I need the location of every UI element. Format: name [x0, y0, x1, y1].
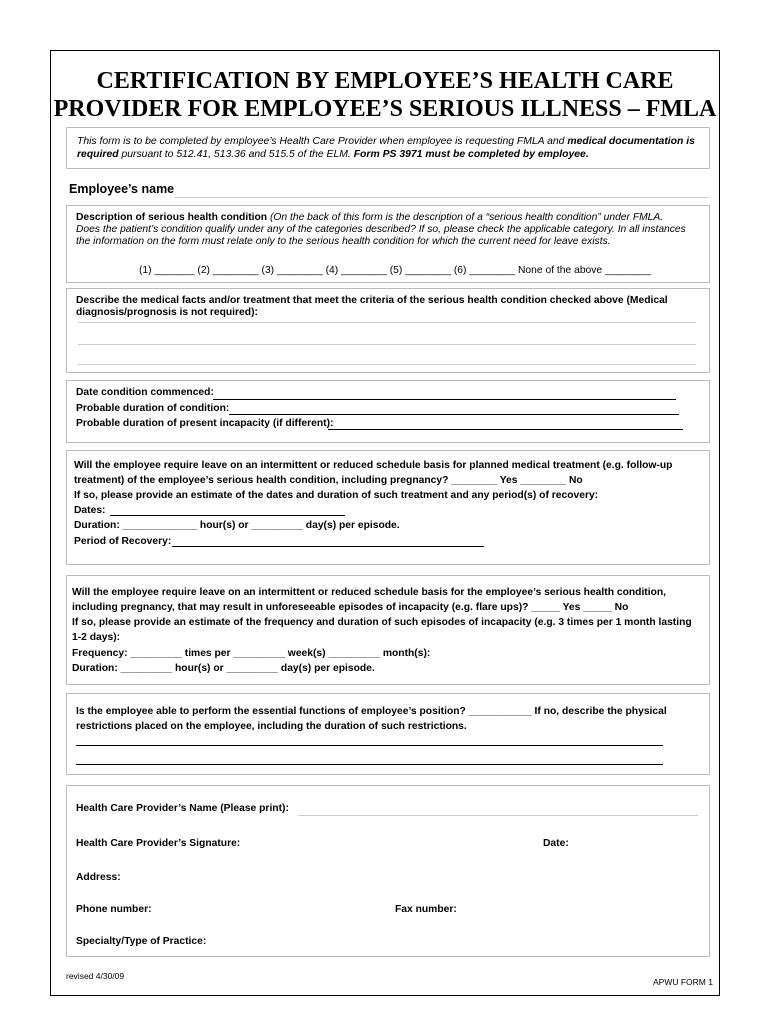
planned-line-2[interactable]: treatment) of the employee’s serious health condition, including pregnancy? ________ Yes ________ No: [74, 475, 583, 486]
planned-line-1: Will the employee require leave on an intermittent or reduced schedule basis for planned medical treatment (e.g. follow-up: [74, 460, 673, 471]
facts-line-1: Describe the medical facts and/or treatment that meet the criteria of the serious health condition checked above (Medical: [76, 295, 668, 306]
probable-duration-label: Probable duration of condition:: [76, 403, 230, 414]
provider-date-label: Date:: [543, 838, 569, 849]
functions-line-2: restrictions placed on the employee, including the duration of such restrictions.: [76, 721, 467, 732]
provider-phone-label: Phone number:: [76, 904, 152, 915]
condition-note-1: (On the back of this form is the description of a “serious health condition” under FMLA.: [267, 212, 664, 223]
planned-duration[interactable]: Duration: _____________ hour(s) or _________ day(s) per episode.: [74, 520, 400, 531]
planned-line-3: If so, please provide an estimate of the dates and duration of such treatment and any period(s) of recovery:: [74, 490, 599, 501]
unforeseeable-line-1: Will the employee require leave on an intermittent or reduced schedule basis for the employee’s serious health condition,: [72, 587, 667, 598]
provider-name-label: Health Care Provider’s Name (Please print):: [76, 803, 289, 814]
condition-note-3: the information on the form must relate only to the serious health condition for which the current need for leave exists.: [76, 236, 611, 247]
incapacity-duration-label: Probable duration of present incapacity (if different):: [76, 418, 334, 429]
facts-line-field-2[interactable]: [78, 344, 696, 345]
condition-line-1: [76, 212, 663, 223]
condition-categories[interactable]: (1) _______ (2) ________ (3) ________ (4) ________ (5) ________ (6) ________ None of the above ________: [139, 265, 651, 276]
provider-fax-label: Fax number:: [395, 904, 457, 915]
functions-line-1[interactable]: Is the employee able to perform the essential functions of employee’s position? ___________ If no, describe the physical: [76, 706, 667, 717]
intro-text-2: medical documentation is required: [77, 136, 695, 160]
form-title-line-2: PROVIDER FOR EMPLOYEE’S SERIOUS ILLNESS – FMLA: [53, 96, 717, 122]
condition-label: Description of serious health condition: [76, 212, 268, 223]
intro-text: [77, 135, 697, 161]
employee-name-field[interactable]: [175, 197, 709, 198]
restrictions-field-1[interactable]: [76, 745, 663, 746]
provider-address-label: Address:: [76, 872, 121, 883]
form-title-line-1: CERTIFICATION BY EMPLOYEE’S HEALTH CARE: [96, 68, 674, 94]
revised-date: revised 4/30/09: [66, 971, 125, 981]
intro-text-1: This form is to be completed by employee’s Health Care Provider when employee is requesting FMLA and: [77, 136, 568, 147]
incapacity-duration-field[interactable]: [328, 429, 683, 430]
provider-signature-label: Health Care Provider’s Signature:: [76, 838, 241, 849]
probable-duration-field[interactable]: [229, 414, 679, 415]
intro-box: [66, 127, 710, 169]
facts-line-field-1[interactable]: [78, 322, 696, 323]
condition-note-2: Does the patient’s condition qualify under any of the categories described? If so, please check the applicable category. In all instances: [76, 224, 686, 235]
date-commenced-label: Date condition commenced:: [76, 387, 214, 398]
planned-dates-field[interactable]: [110, 515, 345, 516]
employee-name-label: Employee’s name: [69, 182, 175, 196]
facts-line-2: diagnosis/prognosis is not required):: [76, 307, 258, 318]
planned-recovery-field[interactable]: [172, 546, 484, 547]
intro-text-3: pursuant to 512.41, 513.36 and 515.5 of the ELM.: [118, 149, 354, 160]
planned-dates-label: Dates:: [74, 505, 106, 516]
form-number: APWU FORM 1: [653, 977, 713, 987]
unforeseeable-frequency[interactable]: Frequency: _________ times per _________ week(s) _________ month(s):: [72, 648, 431, 659]
unforeseeable-line-3: If so, please provide an estimate of the frequency and duration of such episodes of incapacity (e.g. 3 times per 1 month lasting: [72, 617, 692, 628]
restrictions-field-2[interactable]: [76, 764, 663, 765]
planned-recovery-label: Period of Recovery:: [74, 536, 172, 547]
unforeseeable-line-2[interactable]: including pregnancy, that may result in unforeseeable episodes of incapacity (e.g. flare ups)? _____ Yes _____ No: [72, 602, 629, 613]
provider-name-field[interactable]: [298, 815, 698, 816]
facts-line-field-3[interactable]: [78, 364, 696, 365]
unforeseeable-line-4: 1-2 days):: [72, 632, 121, 643]
date-commenced-field[interactable]: [213, 399, 676, 400]
unforeseeable-duration[interactable]: Duration: _________ hour(s) or _________ day(s) per episode.: [72, 663, 375, 674]
provider-specialty-label: Specialty/Type of Practice:: [76, 936, 207, 947]
intro-text-4: Form PS 3971 must be completed by employee.: [353, 149, 589, 160]
